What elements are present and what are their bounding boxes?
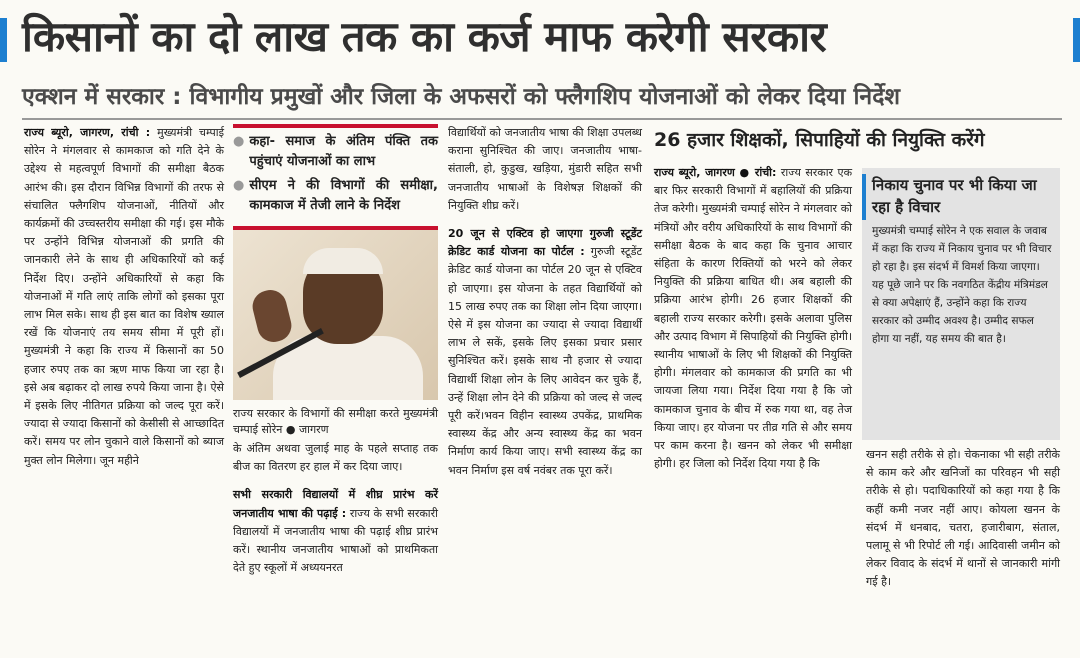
section-heading: 20 जून से एक्टिव हो जाएगा गुरुजी स्टूडेंट क्रेडिट कार्ड योजना का पोर्टल :: [448, 227, 642, 259]
edge-marker-left: [0, 18, 7, 62]
headline: किसानों का दो लाख तक का कर्ज माफ करेगी सरकार: [22, 12, 827, 61]
column-3-text: विद्यार्थियों को जनजातीय भाषा की शिक्षा उपलब्ध कराना सुनिश्चित की जाए। जनजातीय भाषा- संताली, हो, कुडुख, खड़िया, मुंडारी सहित सभी जनजातीय भाषाओं के विशेषज्ञ शिक्षकों की नियुक्ति शीघ्र करें।: [448, 126, 642, 212]
subheadline: एक्शन में सरकार : विभागीय प्रमुखों और जिला के अफसरों को फ्लैगशिप योजनाओं को लेकर दिया निर्देश: [22, 84, 901, 110]
headline-divider: [22, 118, 1062, 120]
column-4-text: राज्य सरकार एक बार फिर सरकारी विभागों में बहालियों की प्रक्रिया तेज करेगी। मुख्यमंत्री चम्पाई सोरेन ने मंगलवार को मंत्रियों और वरीय अधिकारियों के साथ विभागों की समीक्षा बैठक के बाद कहा कि चुनाव आचार संहिता के कारण रिक्तियों को भरने को लेकर नियुक्ति की प्रक्रिया बाधित थी। अब बहाली की प्रक्रिया आरंभ होगी। 26 हजार शिक्षकों की बहाली राज्य सरकार करेगी। इसके अलावा पुलिस और उत्पाद विभाग में सिपाहियों की नियुक्ति होगी। स्थानीय भाषाओं के लिए भी शिक्षकों की नियुक्ति होगी। मंगलवार को कामकाज की प्रगति का भी जायजा लिया गया। निर्देश दिया गया है कि जो कामकाज चुनाव के बीच में रुक गया था, वह तेज किया जाए। हर योजना पर तीव्र गति से और समय पर काम करना है। खनन को लेकर भी समीक्षा होगी। हर जिला को निर्देश दिया गया है कि: [654, 166, 853, 471]
article-column-1: [24, 124, 224, 470]
news-photo: [233, 226, 438, 400]
article-column-2: [233, 124, 438, 577]
section-heading: सभी सरकारी विद्यालयों में शीघ्र प्रारंभ करें जनजातीय भाषा की पढ़ाई :: [233, 488, 438, 520]
sidebar-box: [862, 168, 1060, 440]
column-2-text-continued: राज्य के सभी सरकारी विद्यालयों में जनजातीय भाषा की पढ़ाई शीघ्र प्रारंभ करें। स्थानीय जनजातीय भाषाओं को प्राथमिकता देते हुए स्कूलों में अध्ययनरत: [233, 506, 439, 575]
story-2-headline: 26 हजार शिक्षकों, सिपाहियों की नियुक्ति करेंगे: [654, 129, 985, 151]
dateline: राज्य ब्यूरो, जागरण, रांची :: [24, 126, 151, 139]
bullet-icon: ●: [233, 134, 245, 149]
sidebar-text: मुख्यमंत्री चम्पाई सोरेन ने एक सवाल के जवाब में कहा कि राज्य में निकाय चुनाव पर भी विचार हो रहा है। इस संदर्भ में विमर्श किया जाएगा। यह पूछे जाने पर कि नवगठित केंद्रीय मंत्रिमंडल से क्या अपेक्षाएं हैं, उन्होंने कहा कि राज्य सरकार को उम्मीद अवश्य है। उम्मीद सफल होगा या नहीं, यह समय की बात है।: [872, 225, 1052, 345]
highlights-box: [233, 124, 438, 216]
column-2-text: के अंतिम अथवा जुलाई माह के पहले सप्ताह तक बीज का वितरण हर हाल में कर दिया जाए।: [233, 442, 438, 474]
bullet-icon: ●: [233, 178, 245, 193]
article-column-3: [448, 124, 642, 480]
column-5-text: खनन सही तरीके से हो। चेकनाका भी सही तरीके से काम करे और खनिजों का परिवहन भी सही तरीके से हो। पदाधिकारियों को कहा गया है कि कहीं कमी नजर नहीं आए। कोयला खनन के संदर्भ में धनबाद, चतरा, हजारीबाग, संताल, पलामू से भी रिपोर्ट ली गई। आदिवासी जमीन को लेकर विवाद के संदर्भ में थानों से जानकारी मांगी गई है।: [866, 448, 1060, 589]
sidebar-title: निकाय चुनाव पर भी किया जा रहा है विचार: [872, 176, 1037, 216]
column-1-text: मुख्यमंत्री चम्पाई सोरेन ने मंगलवार से कामकाज को गति देने के उद्देश्य से महत्वपूर्ण विभागों की समीक्षा बैठक आरंभ की। इस दौरान विभिन्न विभागों की तरफ से संचालित फ्लैगशिप योजनाओं, नीतियों और कार्यक्रमों की उच्चस्तरीय समीक्षा की गई। इस मौके पर उन्होंने विभिन्न योजनाओं की प्रगति की जानकारी लेने के साथ ही अधिकारियों को कई निर्देश दिए। उन्होंने अधिकारियों से कहा कि योजनाओं में गति लाएं ताकि लोगों को इसका पूरा लाभ मिल सके। साथ ही इस बात का विशेष ख्याल रखें कि योजनाएं तय समय सीमा में पूरी हों। मुख्यमंत्री ने कहा कि राज्य में किसानों का 50 हजार रुपए तक का ऋण माफ किया जा रहा है। इसे अब बढ़ाकर दो लाख रुपये किया जाना है। ऐसे में इसके लिए नीतिगत प्रक्रिया को जल्द पूरा करें। ज्यादा से ज्यादा किसानों को केसीसी से आच्छादित करें। समय पर लोन चुकाने वाले किसानों को ब्याज मुक्त लोन मिलेगा। जून महीने: [24, 126, 224, 467]
edge-marker-right: [1073, 18, 1080, 62]
column-3-text-continued: गुरुजी स्टूडेंट क्रेडिट कार्ड योजना का पोर्टल 20 जून से एक्टिव हो जाएगा। इस योजना के तहत विद्यार्थियों को 15 लाख रुपए तक का शिक्षा लोन दिया जाएगा। ऐसे में इस योजना का ज्यादा से ज्यादा विद्यार्थी लाभ ले सकें, इसके लिए इसका प्रचार प्रसार सुनिश्चित करें। इसके साथ नौ हजार से ज्यादा विद्यार्थी शिक्षा लोन के लिए आवेदन कर चुके हैं, उन्हें शिक्षा लोन देने की प्रक्रिया को जल्द से जल्द पूरी करें।भवन विहीन स्वास्थ्य उपकेंद्र, प्राथमिक स्वास्थ्य केंद्र और अन्य स्वास्थ्य केंद्र का भवन निर्माण कार्य किया जाए। सभी स्वास्थ्य केंद्र का भवन निर्माण इस वर्ष नवंबर तक पूरा करें।: [448, 245, 643, 477]
dateline: राज्य ब्यूरो, जागरण ● रांची:: [654, 166, 777, 179]
photo-caption: राज्य सरकार के विभागों की समीक्षा करते मुख्यमंत्री चम्पाई सोरेन ● जागरण: [233, 407, 438, 436]
article-column-4: [654, 164, 852, 473]
highlight-item: ● सीएम ने की विभागों की समीक्षा, कामकाज में तेजी लाने के निर्देश: [233, 176, 438, 216]
article-column-5: [866, 446, 1060, 592]
sidebar-accent-bar: [862, 174, 866, 220]
highlight-item: ● कहा- समाज के अंतिम पंक्ति तक पहुंचाएं योजनाओं का लाभ: [233, 132, 438, 172]
